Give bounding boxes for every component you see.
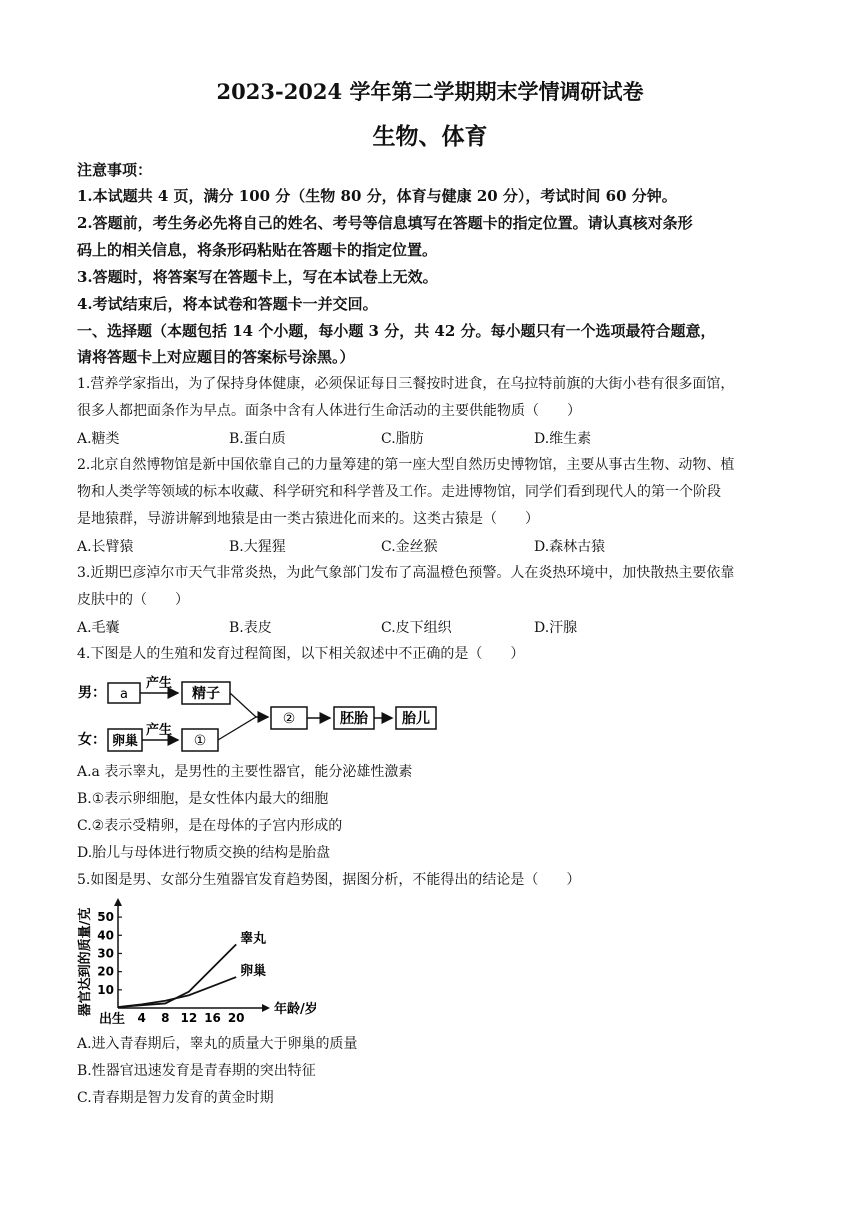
ovary-label: 卵巢: [111, 734, 139, 749]
y-tick-label: 10: [97, 982, 114, 997]
notice-item: 1.本试题共 4 页，满分 100 分（生物 80 分，体育与健康 20 分），考试时间 60 分钟。: [77, 187, 677, 205]
notice-item: 2.答题前，考生务必先将自己的姓名、考号等信息填写在答题卡的指定位置。请认真核对条形: [77, 214, 693, 232]
x-origin-label: 出生: [98, 1012, 126, 1027]
male-label: 男：: [78, 685, 106, 701]
option: A.进入青春期后，睾丸的质量大于卵巢的质量: [77, 1036, 358, 1052]
option: D.森林古猿: [534, 539, 606, 555]
section-heading: 一、选择题（本题包括 14 个小题，每小题 3 分，共 42 分。每小题只有一个选项最符合题意，: [77, 322, 716, 340]
sperm-label: 精子: [192, 686, 220, 702]
reproduction-diagram: [78, 672, 438, 756]
option: D.汗腺: [534, 620, 578, 636]
option: B.性器官迅速发育是青春期的突出特征: [77, 1063, 316, 1079]
organ-growth-chart-svg: [76, 896, 316, 1030]
question-stem: 5.如图是男、女部分生殖器官发育趋势图，据图分析，不能得出的结论是（ ）: [77, 872, 581, 888]
option: C.青春期是智力发育的黄金时期: [77, 1090, 274, 1106]
x-tick-label: 12: [180, 1011, 198, 1025]
option: B.大猩猩: [229, 539, 286, 555]
option: A.长臂猿: [77, 539, 134, 555]
series-line: [118, 977, 236, 1007]
question-stem: 皮肤中的（ ）: [77, 592, 189, 608]
question-stem: 物和人类学等领域的标本收藏、科学研究和科学普及工作。走进博物馆，同学们看到现代人的第一个阶段: [77, 484, 721, 500]
x-tick-label: 20: [227, 1011, 245, 1025]
reproduction-diagram-svg: [78, 672, 438, 756]
y-tick-label: 30: [97, 946, 114, 961]
series-lines: [118, 930, 266, 1007]
y-tick-label: 50: [97, 910, 114, 925]
exam-subject: 生物、体育: [372, 123, 488, 150]
option: A.毛囊: [77, 620, 120, 636]
option: A.糖类: [77, 431, 120, 447]
x-axis-label: 年龄/岁: [274, 1002, 316, 1017]
fetus-label: 胎儿: [402, 711, 430, 727]
option: D.维生素: [534, 431, 592, 447]
notice-item: 码上的相关信息，将条形码粘贴在答题卡的指定位置。: [77, 241, 438, 259]
x-ticks: [137, 1011, 244, 1025]
box-a-label: a: [120, 687, 128, 702]
exam-title: 2023-2024 学年第二学期期末学情调研试卷: [216, 79, 644, 104]
question-stem: 很多人都把面条作为早点。面条中含有人体进行生命活动的主要供能物质（ ）: [77, 403, 581, 419]
option: B.表皮: [229, 620, 272, 636]
embryo-label: 胚胎: [340, 711, 368, 727]
y-axis-label: 器官达到的质量/克: [78, 907, 93, 1017]
notice-item: 3.答题时，将答案写在答题卡上，写在本试卷上无效。: [77, 268, 438, 286]
option: B.①表示卵细胞，是女性体内最大的细胞: [77, 791, 329, 807]
question-stem: 3.近期巴彦淖尔市天气非常炎热，为此气象部门发布了高温橙色预警。人在炎热环境中，加快散热主要依靠: [77, 565, 735, 581]
join-line: [218, 717, 256, 740]
y-axis-arrow: [114, 898, 122, 906]
zygote-label: ②: [282, 711, 296, 727]
option: C.脂肪: [381, 431, 424, 447]
notice-heading: 注意事项：: [77, 161, 153, 179]
x-tick-label: 8: [161, 1011, 170, 1025]
option: A.a 表示睾丸，是男性的主要性器官，能分泌雄性激素: [77, 764, 413, 780]
series-label: 卵巢: [240, 964, 267, 980]
produce-label: 产生: [146, 723, 173, 738]
x-tick-label: 16: [204, 1011, 221, 1025]
join-line: [230, 693, 256, 717]
y-tick-label: 40: [97, 928, 114, 943]
question-stem: 1.营养学家指出，为了保持身体健康，必须保证每日三餐按时进食，在乌拉特前旗的大街小巷有很多面馆，: [77, 376, 735, 392]
series-label: 睾丸: [240, 931, 267, 947]
question-stem: 2.北京自然博物馆是新中国依靠自己的力量筹建的第一座大型自然历史博物馆，主要从事古生物、动物、植: [77, 457, 735, 473]
y-tick-label: 20: [97, 964, 114, 979]
notice-item: 4.考试结束后，将本试卷和答题卡一并交回。: [77, 295, 378, 313]
x-tick-label: 4: [137, 1011, 146, 1025]
organ-growth-chart: [76, 896, 316, 1030]
option: C.金丝猴: [381, 539, 438, 555]
option: C.②表示受精卵，是在母体的子宫内形成的: [77, 818, 343, 834]
x-axis-arrow: [262, 1004, 270, 1012]
egg-label: ①: [193, 733, 207, 749]
produce-label: 产生: [146, 676, 173, 691]
option: B.蛋白质: [229, 431, 286, 447]
female-label: 女：: [78, 732, 106, 748]
question-stem: 4.下图是人的生殖和发育过程简图，以下相关叙述中不正确的是（ ）: [77, 646, 525, 662]
option: D.胎儿与母体进行物质交换的结构是胎盘: [77, 845, 331, 861]
section-heading: 请将答题卡上对应题目的答案标号涂黑。）: [77, 348, 355, 366]
option: C.皮下组织: [381, 620, 452, 636]
question-stem: 是地猿群，导游讲解到地猿是由一类古猿进化而来的。这类古猿是（ ）: [77, 511, 539, 527]
